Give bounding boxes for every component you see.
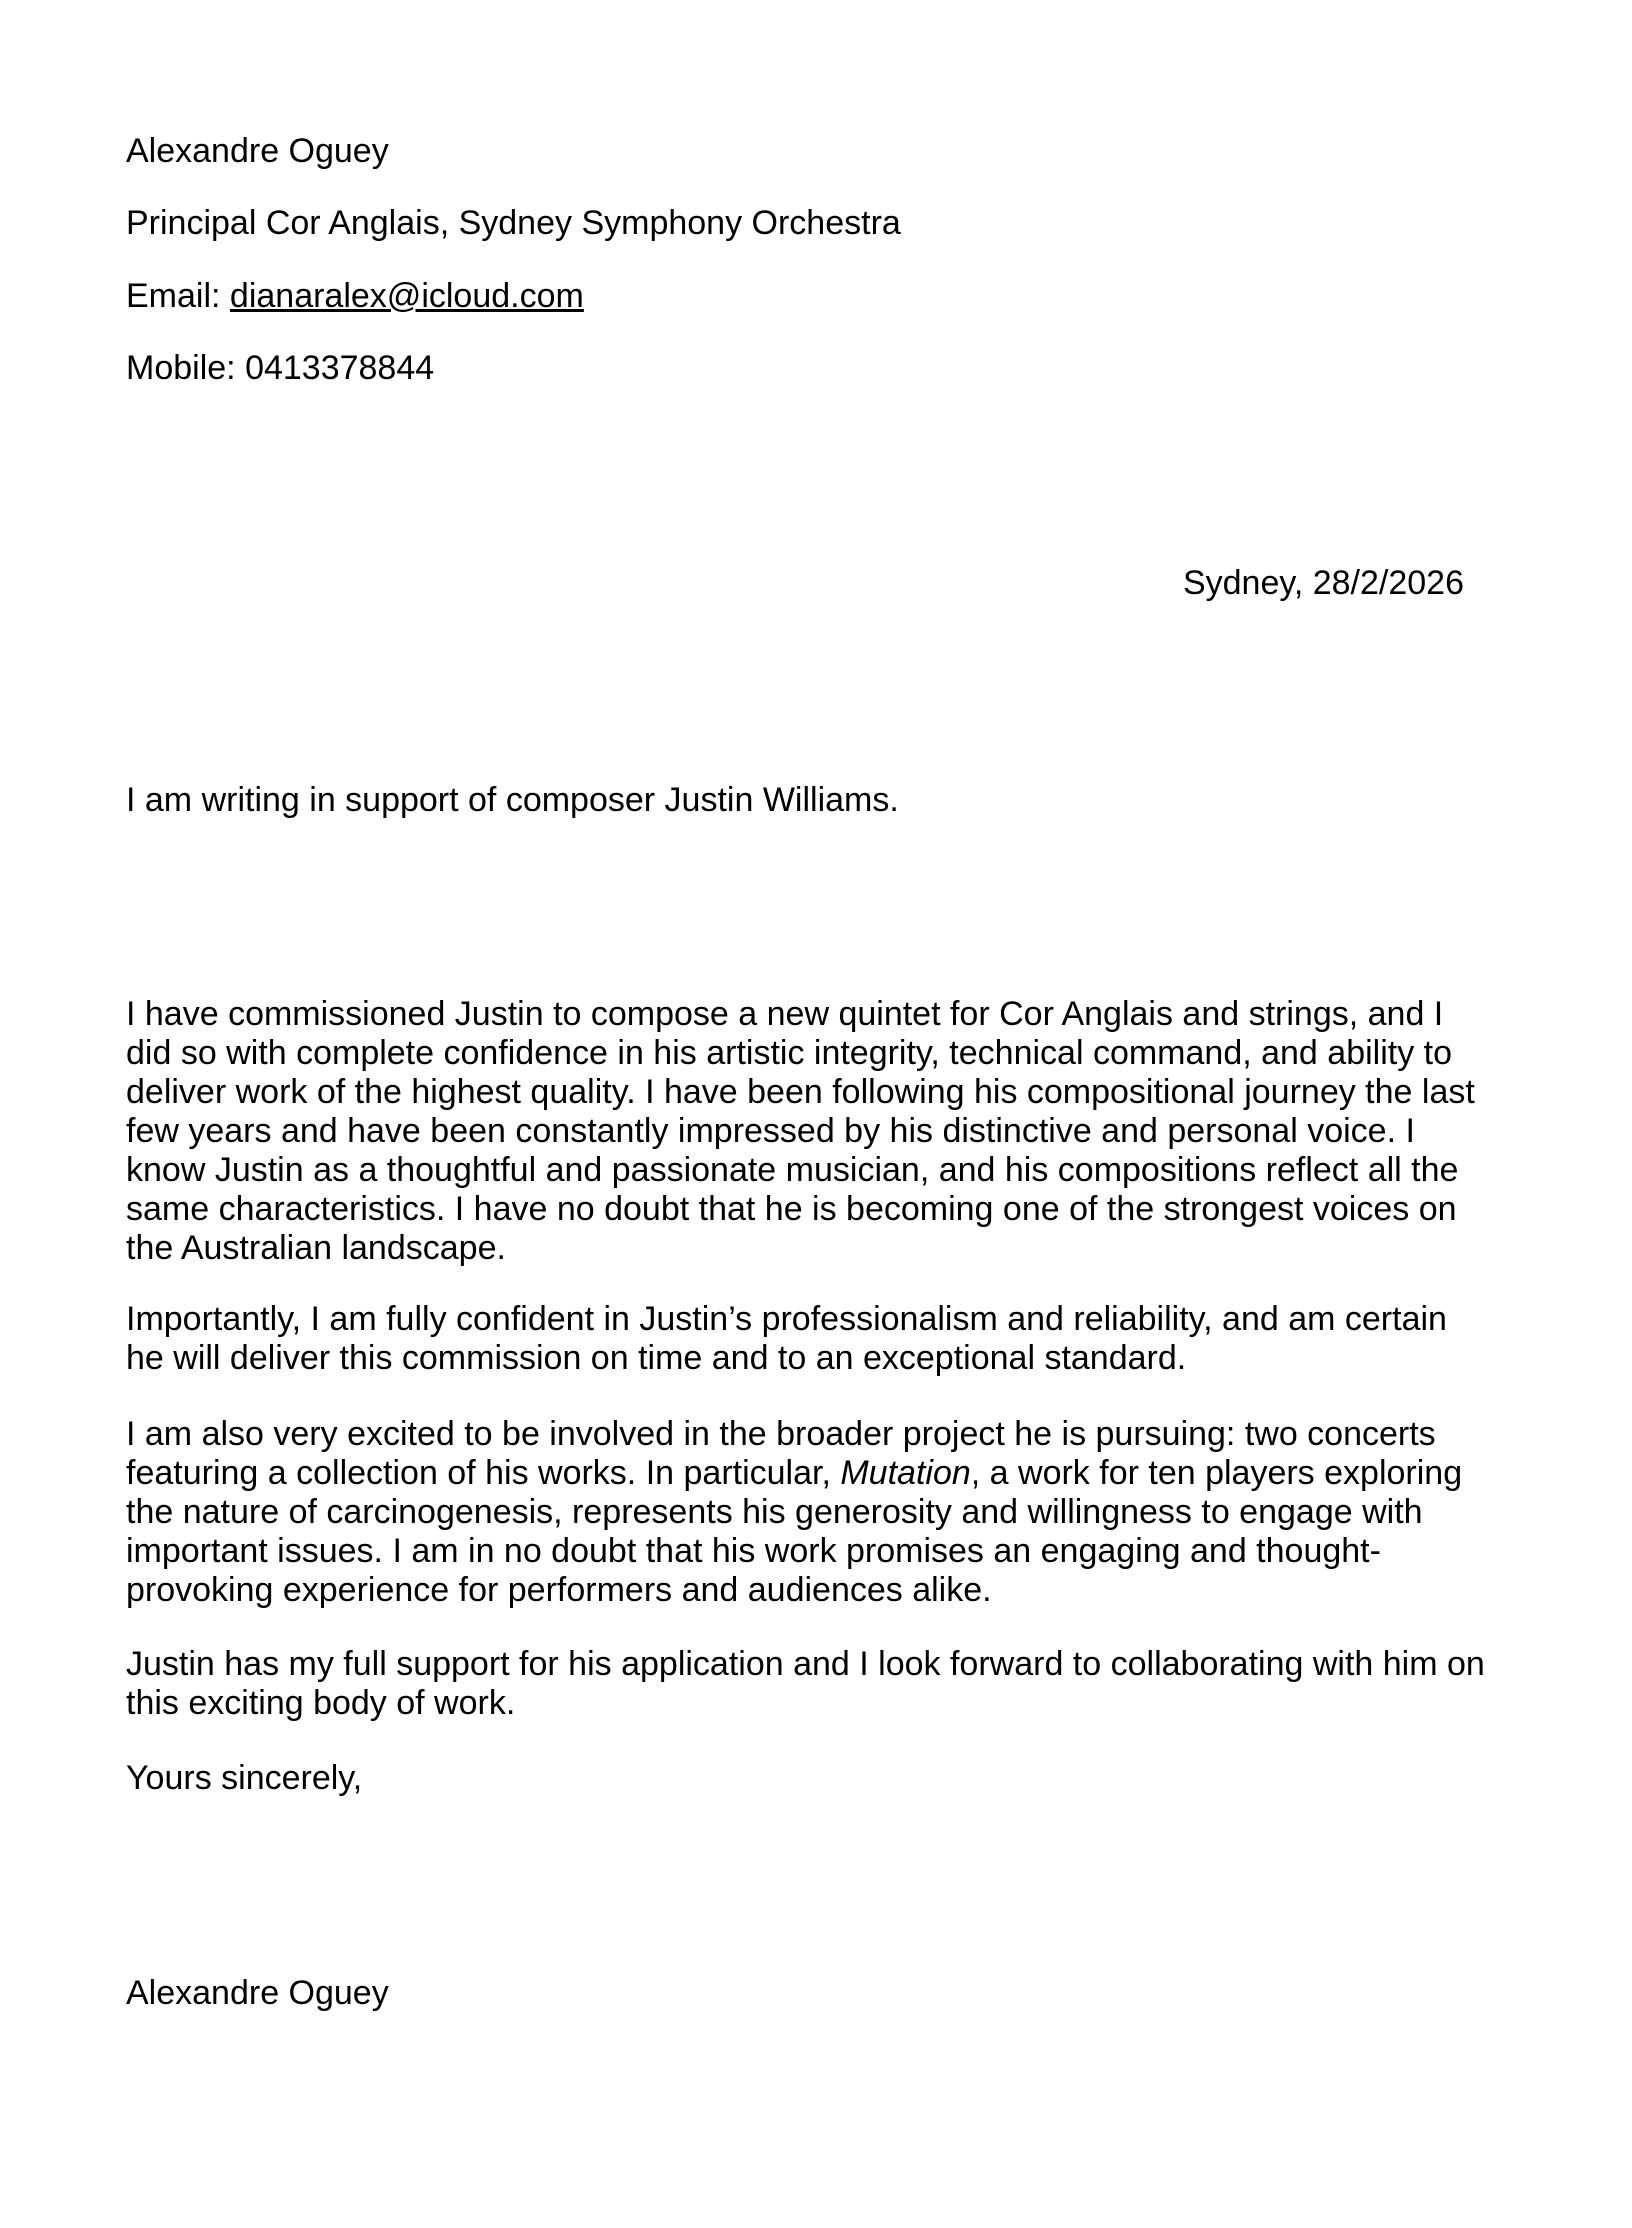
paragraph-line: this exciting body of work.: [126, 1684, 516, 1722]
paragraph-4: [126, 1645, 1485, 1723]
paragraph-line: know Justin as a thoughtful and passionate musician, and his compositions reflect all the: [126, 1151, 1459, 1189]
date-line: Sydney, 28/2/2026: [1182, 564, 1464, 602]
paragraph-line: provoking experience for performers and audiences alike.: [126, 1571, 992, 1609]
paragraph-line: Importantly, I am fully confident in Justin’s professionalism and reliability, and am certain: [126, 1300, 1447, 1338]
paragraph-line-with-title: [126, 1454, 1466, 1493]
paragraph-line: I have commissioned Justin to compose a new quintet for Cor Anglais and strings, and I: [126, 995, 1444, 1033]
sender-name: Alexandre Oguey: [126, 132, 389, 170]
signature-name: Alexandre Oguey: [126, 1974, 389, 2012]
paragraph-2: [126, 1300, 1466, 1378]
sender-mobile-line: [126, 348, 434, 388]
text-after-title: , a work for ten players exploring: [970, 1454, 1463, 1492]
text-before-title: featuring a collection of his works. In particular,: [126, 1454, 841, 1492]
work-title-mutation: Mutation: [840, 1454, 971, 1492]
paragraph-3: [126, 1415, 1466, 1610]
paragraph-line: he will deliver this commission on time and to an exceptional standard.: [126, 1339, 1187, 1377]
email-link[interactable]: dianaralex@icloud.com: [229, 277, 584, 315]
paragraph-line: the nature of carcinogenesis, represents his generosity and willingness to engage with: [126, 1493, 1423, 1531]
paragraph-line: Justin has my full support for his application and I look forward to collaborating with him on: [126, 1645, 1485, 1683]
paragraph-line: the Australian landscape.: [126, 1229, 506, 1267]
email-label: Email:: [126, 277, 230, 315]
sender-email-line: [126, 276, 584, 316]
paragraph-line: same characteristics. I have no doubt that he is becoming one of the strongest voices on: [126, 1190, 1457, 1228]
mobile-number: 0413378844: [245, 349, 435, 387]
paragraph-line: did so with complete confidence in his artistic integrity, technical command, and ability to: [126, 1034, 1453, 1072]
paragraph-line: deliver work of the highest quality. I have been following his compositional journey the last: [126, 1073, 1475, 1111]
mobile-label: Mobile:: [126, 349, 246, 387]
intro-line: I am writing in support of composer Justin Williams.: [126, 781, 899, 819]
paragraph-1: [126, 995, 1475, 1268]
paragraph-line: few years and have been constantly impressed by his distinctive and personal voice. I: [126, 1112, 1415, 1150]
closing-line: Yours sincerely,: [126, 1759, 363, 1797]
paragraph-line: I am also very excited to be involved in the broader project he is pursuing: two concerts: [126, 1415, 1436, 1453]
sender-title: Principal Cor Anglais, Sydney Symphony Orchestra: [126, 204, 901, 242]
paragraph-line: important issues. I am in no doubt that his work promises an engaging and thought-: [126, 1532, 1381, 1570]
